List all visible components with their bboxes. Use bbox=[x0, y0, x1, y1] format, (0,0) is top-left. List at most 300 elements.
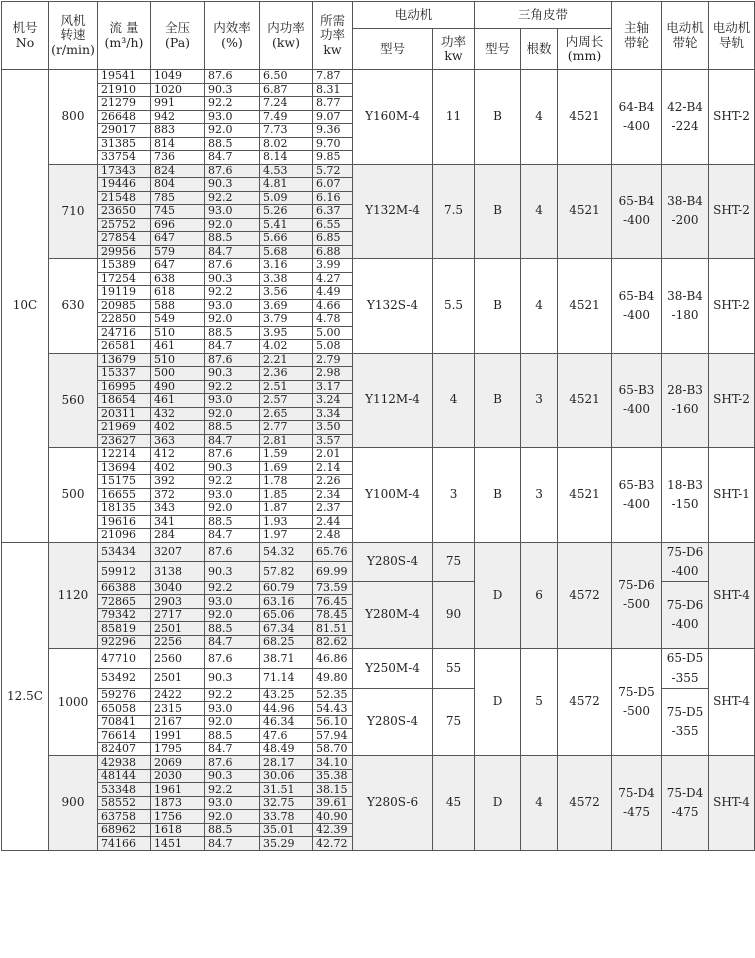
inner-power-value: 5.26 bbox=[260, 205, 313, 219]
efficiency-value: 92.2 bbox=[205, 191, 260, 205]
motor-pulley: 75-D6 -400 bbox=[662, 581, 709, 649]
inner-power-value: 2.57 bbox=[260, 394, 313, 408]
inner-power-value: 3.79 bbox=[260, 313, 313, 327]
belt-type: B bbox=[475, 259, 521, 354]
motor-power: 75 bbox=[433, 542, 475, 581]
inner-power-value: 3.38 bbox=[260, 272, 313, 286]
efficiency-value: 92.2 bbox=[205, 688, 260, 702]
flow-value: 76614 bbox=[98, 729, 151, 743]
pressure-value: 1991 bbox=[151, 729, 205, 743]
header-motor-type: 型号 bbox=[353, 29, 433, 70]
required-power-value: 2.44 bbox=[313, 515, 353, 529]
fan-spec-table bbox=[1, 1, 755, 851]
main-pulley: 65-B3 -400 bbox=[612, 353, 662, 448]
efficiency-value: 88.5 bbox=[205, 729, 260, 743]
required-power-value: 9.85 bbox=[313, 151, 353, 165]
belt-count: 6 bbox=[521, 542, 558, 649]
pressure-value: 1049 bbox=[151, 70, 205, 84]
efficiency-value: 87.6 bbox=[205, 649, 260, 669]
flow-value: 68962 bbox=[98, 823, 151, 837]
required-power-value: 2.26 bbox=[313, 475, 353, 489]
efficiency-value: 92.0 bbox=[205, 124, 260, 138]
inner-power-value: 35.01 bbox=[260, 823, 313, 837]
main-pulley: 75-D4 -475 bbox=[612, 756, 662, 851]
efficiency-value: 87.6 bbox=[205, 448, 260, 462]
efficiency-value: 92.2 bbox=[205, 783, 260, 797]
pressure-value: 638 bbox=[151, 272, 205, 286]
required-power-value: 38.15 bbox=[313, 783, 353, 797]
pressure-value: 402 bbox=[151, 461, 205, 475]
efficiency-value: 84.7 bbox=[205, 151, 260, 165]
efficiency-value: 84.7 bbox=[205, 529, 260, 543]
pressure-value: 510 bbox=[151, 353, 205, 367]
required-power-value: 42.72 bbox=[313, 837, 353, 851]
flow-value: 66388 bbox=[98, 581, 151, 595]
efficiency-value: 93.0 bbox=[205, 702, 260, 716]
required-power-value: 2.79 bbox=[313, 353, 353, 367]
table-row bbox=[2, 649, 755, 669]
efficiency-value: 93.0 bbox=[205, 796, 260, 810]
fan-speed: 800 bbox=[49, 70, 98, 165]
belt-type: B bbox=[475, 353, 521, 448]
inner-power-value: 5.68 bbox=[260, 245, 313, 259]
inner-power-value: 2.51 bbox=[260, 380, 313, 394]
efficiency-value: 92.2 bbox=[205, 380, 260, 394]
required-power-value: 4.49 bbox=[313, 286, 353, 300]
required-power-value: 6.88 bbox=[313, 245, 353, 259]
inner-power-value: 63.16 bbox=[260, 595, 313, 609]
motor-power: 75 bbox=[433, 688, 475, 756]
required-power-value: 65.76 bbox=[313, 542, 353, 562]
flow-value: 20311 bbox=[98, 407, 151, 421]
efficiency-value: 90.3 bbox=[205, 367, 260, 381]
efficiency-value: 88.5 bbox=[205, 326, 260, 340]
main-pulley: 64-B4 -400 bbox=[612, 70, 662, 165]
efficiency-value: 92.2 bbox=[205, 286, 260, 300]
flow-value: 26581 bbox=[98, 340, 151, 354]
table-header bbox=[2, 2, 755, 70]
flow-value: 16655 bbox=[98, 488, 151, 502]
pressure-value: 588 bbox=[151, 299, 205, 313]
belt-type: B bbox=[475, 70, 521, 165]
flow-value: 23627 bbox=[98, 434, 151, 448]
inner-power-value: 65.06 bbox=[260, 608, 313, 622]
flow-value: 17343 bbox=[98, 164, 151, 178]
motor-power: 3 bbox=[433, 448, 475, 543]
flow-value: 42938 bbox=[98, 756, 151, 770]
efficiency-value: 87.6 bbox=[205, 164, 260, 178]
motor-power: 45 bbox=[433, 756, 475, 851]
inner-power-value: 31.51 bbox=[260, 783, 313, 797]
inner-power-value: 1.69 bbox=[260, 461, 313, 475]
main-pulley: 65-B4 -400 bbox=[612, 164, 662, 259]
header-main-pulley: 主轴 带轮 bbox=[612, 2, 662, 70]
pressure-value: 461 bbox=[151, 340, 205, 354]
motor-pulley: 65-D5 -355 bbox=[662, 649, 709, 688]
header-efficiency: 内效率 (%) bbox=[205, 2, 260, 70]
efficiency-value: 88.5 bbox=[205, 137, 260, 151]
inner-power-value: 5.41 bbox=[260, 218, 313, 232]
belt-count: 3 bbox=[521, 353, 558, 448]
motor-type: Y132M-4 bbox=[353, 164, 433, 259]
flow-value: 22850 bbox=[98, 313, 151, 327]
motor-type: Y160M-4 bbox=[353, 70, 433, 165]
inner-power-value: 33.78 bbox=[260, 810, 313, 824]
belt-length: 4521 bbox=[558, 164, 612, 259]
inner-power-value: 3.56 bbox=[260, 286, 313, 300]
pressure-value: 883 bbox=[151, 124, 205, 138]
pressure-value: 1618 bbox=[151, 823, 205, 837]
pressure-value: 2501 bbox=[151, 669, 205, 689]
required-power-value: 2.34 bbox=[313, 488, 353, 502]
pressure-value: 3138 bbox=[151, 562, 205, 582]
flow-value: 70841 bbox=[98, 715, 151, 729]
flow-value: 19616 bbox=[98, 515, 151, 529]
pressure-value: 341 bbox=[151, 515, 205, 529]
header-required-power: 所需 功率 kw bbox=[313, 2, 353, 70]
belt-type: B bbox=[475, 164, 521, 259]
flow-value: 18135 bbox=[98, 502, 151, 516]
belt-count: 4 bbox=[521, 70, 558, 165]
belt-count: 4 bbox=[521, 259, 558, 354]
flow-value: 21279 bbox=[98, 97, 151, 111]
motor-pulley: 38-B4 -200 bbox=[662, 164, 709, 259]
efficiency-value: 90.3 bbox=[205, 272, 260, 286]
motor-guide: SHT-2 bbox=[709, 259, 755, 354]
required-power-value: 78.45 bbox=[313, 608, 353, 622]
pressure-value: 402 bbox=[151, 421, 205, 435]
pressure-value: 1961 bbox=[151, 783, 205, 797]
header-inner-power: 内功率 (kw) bbox=[260, 2, 313, 70]
inner-power-value: 8.14 bbox=[260, 151, 313, 165]
motor-type: Y280S-6 bbox=[353, 756, 433, 851]
belt-length: 4572 bbox=[558, 542, 612, 649]
required-power-value: 3.99 bbox=[313, 259, 353, 273]
pressure-value: 412 bbox=[151, 448, 205, 462]
required-power-value: 40.90 bbox=[313, 810, 353, 824]
required-power-value: 6.16 bbox=[313, 191, 353, 205]
efficiency-value: 84.7 bbox=[205, 837, 260, 851]
efficiency-value: 87.6 bbox=[205, 756, 260, 770]
flow-value: 29956 bbox=[98, 245, 151, 259]
pressure-value: 745 bbox=[151, 205, 205, 219]
required-power-value: 4.78 bbox=[313, 313, 353, 327]
required-power-value: 6.85 bbox=[313, 232, 353, 246]
motor-guide: SHT-1 bbox=[709, 448, 755, 543]
required-power-value: 8.31 bbox=[313, 83, 353, 97]
belt-count: 5 bbox=[521, 649, 558, 756]
inner-power-value: 32.75 bbox=[260, 796, 313, 810]
efficiency-value: 92.2 bbox=[205, 581, 260, 595]
required-power-value: 46.86 bbox=[313, 649, 353, 669]
belt-length: 4521 bbox=[558, 259, 612, 354]
flow-value: 53348 bbox=[98, 783, 151, 797]
required-power-value: 9.07 bbox=[313, 110, 353, 124]
required-power-value: 5.08 bbox=[313, 340, 353, 354]
inner-power-value: 47.6 bbox=[260, 729, 313, 743]
model-number: 12.5C bbox=[2, 542, 49, 850]
motor-type: Y280S-4 bbox=[353, 688, 433, 756]
required-power-value: 5.72 bbox=[313, 164, 353, 178]
flow-value: 53434 bbox=[98, 542, 151, 562]
header-motor-pulley: 电动机 带轮 bbox=[662, 2, 709, 70]
motor-pulley: 42-B4 -224 bbox=[662, 70, 709, 165]
motor-type: Y250M-4 bbox=[353, 649, 433, 688]
fan-speed: 1120 bbox=[49, 542, 98, 649]
efficiency-value: 93.0 bbox=[205, 595, 260, 609]
header-flow: 流 量 (m³/h) bbox=[98, 2, 151, 70]
required-power-value: 3.34 bbox=[313, 407, 353, 421]
flow-value: 25752 bbox=[98, 218, 151, 232]
flow-value: 23650 bbox=[98, 205, 151, 219]
inner-power-value: 8.02 bbox=[260, 137, 313, 151]
flow-value: 19541 bbox=[98, 70, 151, 84]
required-power-value: 3.50 bbox=[313, 421, 353, 435]
pressure-value: 647 bbox=[151, 259, 205, 273]
required-power-value: 5.00 bbox=[313, 326, 353, 340]
motor-pulley: 38-B4 -180 bbox=[662, 259, 709, 354]
inner-power-value: 46.34 bbox=[260, 715, 313, 729]
flow-value: 26648 bbox=[98, 110, 151, 124]
efficiency-value: 84.7 bbox=[205, 635, 260, 649]
motor-power: 5.5 bbox=[433, 259, 475, 354]
inner-power-value: 4.81 bbox=[260, 178, 313, 192]
flow-value: 18654 bbox=[98, 394, 151, 408]
pressure-value: 991 bbox=[151, 97, 205, 111]
belt-length: 4521 bbox=[558, 70, 612, 165]
motor-power: 7.5 bbox=[433, 164, 475, 259]
main-pulley: 75-D6 -500 bbox=[612, 542, 662, 649]
required-power-value: 76.45 bbox=[313, 595, 353, 609]
motor-guide: SHT-4 bbox=[709, 756, 755, 851]
belt-length: 4572 bbox=[558, 756, 612, 851]
header-motor-power: 功率 kw bbox=[433, 29, 475, 70]
efficiency-value: 84.7 bbox=[205, 245, 260, 259]
flow-value: 21969 bbox=[98, 421, 151, 435]
efficiency-value: 88.5 bbox=[205, 622, 260, 636]
motor-type: Y132S-4 bbox=[353, 259, 433, 354]
main-pulley: 75-D5 -500 bbox=[612, 649, 662, 756]
flow-value: 27854 bbox=[98, 232, 151, 246]
pressure-value: 736 bbox=[151, 151, 205, 165]
pressure-value: 372 bbox=[151, 488, 205, 502]
efficiency-value: 92.0 bbox=[205, 313, 260, 327]
table-row bbox=[2, 448, 755, 462]
belt-type: D bbox=[475, 756, 521, 851]
required-power-value: 81.51 bbox=[313, 622, 353, 636]
pressure-value: 618 bbox=[151, 286, 205, 300]
pressure-value: 942 bbox=[151, 110, 205, 124]
flow-value: 74166 bbox=[98, 837, 151, 851]
inner-power-value: 3.16 bbox=[260, 259, 313, 273]
efficiency-value: 84.7 bbox=[205, 340, 260, 354]
pressure-value: 2717 bbox=[151, 608, 205, 622]
table-row bbox=[2, 353, 755, 367]
efficiency-value: 92.2 bbox=[205, 475, 260, 489]
header-belt-length: 内周长 (mm) bbox=[558, 29, 612, 70]
inner-power-value: 60.79 bbox=[260, 581, 313, 595]
flow-value: 15389 bbox=[98, 259, 151, 273]
belt-type: B bbox=[475, 448, 521, 543]
efficiency-value: 93.0 bbox=[205, 205, 260, 219]
flow-value: 48144 bbox=[98, 769, 151, 783]
motor-guide: SHT-2 bbox=[709, 70, 755, 165]
inner-power-value: 2.21 bbox=[260, 353, 313, 367]
pressure-value: 1451 bbox=[151, 837, 205, 851]
motor-type: Y112M-4 bbox=[353, 353, 433, 448]
pressure-value: 814 bbox=[151, 137, 205, 151]
flow-value: 72865 bbox=[98, 595, 151, 609]
flow-value: 15175 bbox=[98, 475, 151, 489]
required-power-value: 34.10 bbox=[313, 756, 353, 770]
motor-guide: SHT-2 bbox=[709, 164, 755, 259]
motor-pulley: 75-D6 -400 bbox=[662, 542, 709, 581]
fan-speed: 500 bbox=[49, 448, 98, 543]
pressure-value: 1795 bbox=[151, 742, 205, 756]
efficiency-value: 90.3 bbox=[205, 83, 260, 97]
inner-power-value: 7.49 bbox=[260, 110, 313, 124]
flow-value: 59276 bbox=[98, 688, 151, 702]
flow-value: 85819 bbox=[98, 622, 151, 636]
header-pressure: 全压 (Pa) bbox=[151, 2, 205, 70]
efficiency-value: 87.6 bbox=[205, 542, 260, 562]
belt-length: 4521 bbox=[558, 448, 612, 543]
efficiency-value: 92.0 bbox=[205, 715, 260, 729]
motor-pulley: 75-D5 -355 bbox=[662, 688, 709, 756]
pressure-value: 785 bbox=[151, 191, 205, 205]
required-power-value: 2.48 bbox=[313, 529, 353, 543]
main-pulley: 65-B3 -400 bbox=[612, 448, 662, 543]
inner-power-value: 1.85 bbox=[260, 488, 313, 502]
pressure-value: 392 bbox=[151, 475, 205, 489]
required-power-value: 4.27 bbox=[313, 272, 353, 286]
pressure-value: 490 bbox=[151, 380, 205, 394]
motor-guide: SHT-4 bbox=[709, 649, 755, 756]
required-power-value: 42.39 bbox=[313, 823, 353, 837]
inner-power-value: 57.82 bbox=[260, 562, 313, 582]
flow-value: 47710 bbox=[98, 649, 151, 669]
inner-power-value: 1.93 bbox=[260, 515, 313, 529]
efficiency-value: 88.5 bbox=[205, 515, 260, 529]
efficiency-value: 93.0 bbox=[205, 110, 260, 124]
flow-value: 21910 bbox=[98, 83, 151, 97]
inner-power-value: 2.81 bbox=[260, 434, 313, 448]
motor-power: 90 bbox=[433, 581, 475, 649]
inner-power-value: 43.25 bbox=[260, 688, 313, 702]
required-power-value: 52.35 bbox=[313, 688, 353, 702]
inner-power-value: 7.73 bbox=[260, 124, 313, 138]
table-body bbox=[2, 70, 755, 851]
required-power-value: 2.14 bbox=[313, 461, 353, 475]
pressure-value: 343 bbox=[151, 502, 205, 516]
flow-value: 16995 bbox=[98, 380, 151, 394]
efficiency-value: 92.2 bbox=[205, 97, 260, 111]
efficiency-value: 93.0 bbox=[205, 299, 260, 313]
flow-value: 82407 bbox=[98, 742, 151, 756]
flow-value: 79342 bbox=[98, 608, 151, 622]
motor-power: 4 bbox=[433, 353, 475, 448]
pressure-value: 510 bbox=[151, 326, 205, 340]
required-power-value: 6.37 bbox=[313, 205, 353, 219]
flow-value: 19446 bbox=[98, 178, 151, 192]
motor-guide: SHT-2 bbox=[709, 353, 755, 448]
inner-power-value: 44.96 bbox=[260, 702, 313, 716]
flow-value: 92296 bbox=[98, 635, 151, 649]
efficiency-value: 90.3 bbox=[205, 178, 260, 192]
required-power-value: 57.94 bbox=[313, 729, 353, 743]
flow-value: 58552 bbox=[98, 796, 151, 810]
flow-value: 29017 bbox=[98, 124, 151, 138]
required-power-value: 3.57 bbox=[313, 434, 353, 448]
required-power-value: 2.37 bbox=[313, 502, 353, 516]
flow-value: 20985 bbox=[98, 299, 151, 313]
pressure-value: 432 bbox=[151, 407, 205, 421]
motor-power: 11 bbox=[433, 70, 475, 165]
inner-power-value: 48.49 bbox=[260, 742, 313, 756]
inner-power-value: 68.25 bbox=[260, 635, 313, 649]
required-power-value: 2.01 bbox=[313, 448, 353, 462]
pressure-value: 1756 bbox=[151, 810, 205, 824]
motor-type: Y280S-4 bbox=[353, 542, 433, 581]
motor-type: Y280M-4 bbox=[353, 581, 433, 649]
inner-power-value: 5.66 bbox=[260, 232, 313, 246]
table-row bbox=[2, 756, 755, 770]
inner-power-value: 7.24 bbox=[260, 97, 313, 111]
efficiency-value: 84.7 bbox=[205, 434, 260, 448]
motor-pulley: 18-B3 -150 bbox=[662, 448, 709, 543]
flow-value: 33754 bbox=[98, 151, 151, 165]
required-power-value: 35.38 bbox=[313, 769, 353, 783]
inner-power-value: 1.97 bbox=[260, 529, 313, 543]
required-power-value: 58.70 bbox=[313, 742, 353, 756]
inner-power-value: 1.78 bbox=[260, 475, 313, 489]
pressure-value: 461 bbox=[151, 394, 205, 408]
efficiency-value: 87.6 bbox=[205, 259, 260, 273]
efficiency-value: 84.7 bbox=[205, 742, 260, 756]
motor-power: 55 bbox=[433, 649, 475, 688]
efficiency-value: 87.6 bbox=[205, 353, 260, 367]
pressure-value: 2903 bbox=[151, 595, 205, 609]
flow-value: 65058 bbox=[98, 702, 151, 716]
main-pulley: 65-B4 -400 bbox=[612, 259, 662, 354]
efficiency-value: 88.5 bbox=[205, 421, 260, 435]
required-power-value: 3.17 bbox=[313, 380, 353, 394]
pressure-value: 2167 bbox=[151, 715, 205, 729]
efficiency-value: 87.6 bbox=[205, 70, 260, 84]
required-power-value: 54.43 bbox=[313, 702, 353, 716]
inner-power-value: 54.32 bbox=[260, 542, 313, 562]
pressure-value: 2315 bbox=[151, 702, 205, 716]
inner-power-value: 4.02 bbox=[260, 340, 313, 354]
header-model: 机号 No bbox=[2, 2, 49, 70]
required-power-value: 4.66 bbox=[313, 299, 353, 313]
fan-speed: 560 bbox=[49, 353, 98, 448]
inner-power-value: 6.50 bbox=[260, 70, 313, 84]
pressure-value: 2069 bbox=[151, 756, 205, 770]
fan-speed: 1000 bbox=[49, 649, 98, 756]
motor-guide: SHT-4 bbox=[709, 542, 755, 649]
efficiency-value: 93.0 bbox=[205, 394, 260, 408]
efficiency-value: 92.0 bbox=[205, 502, 260, 516]
required-power-value: 3.24 bbox=[313, 394, 353, 408]
inner-power-value: 38.71 bbox=[260, 649, 313, 669]
flow-value: 17254 bbox=[98, 272, 151, 286]
pressure-value: 2422 bbox=[151, 688, 205, 702]
efficiency-value: 93.0 bbox=[205, 488, 260, 502]
efficiency-value: 88.5 bbox=[205, 232, 260, 246]
required-power-value: 56.10 bbox=[313, 715, 353, 729]
header-belt: 三角皮带 bbox=[475, 2, 612, 29]
